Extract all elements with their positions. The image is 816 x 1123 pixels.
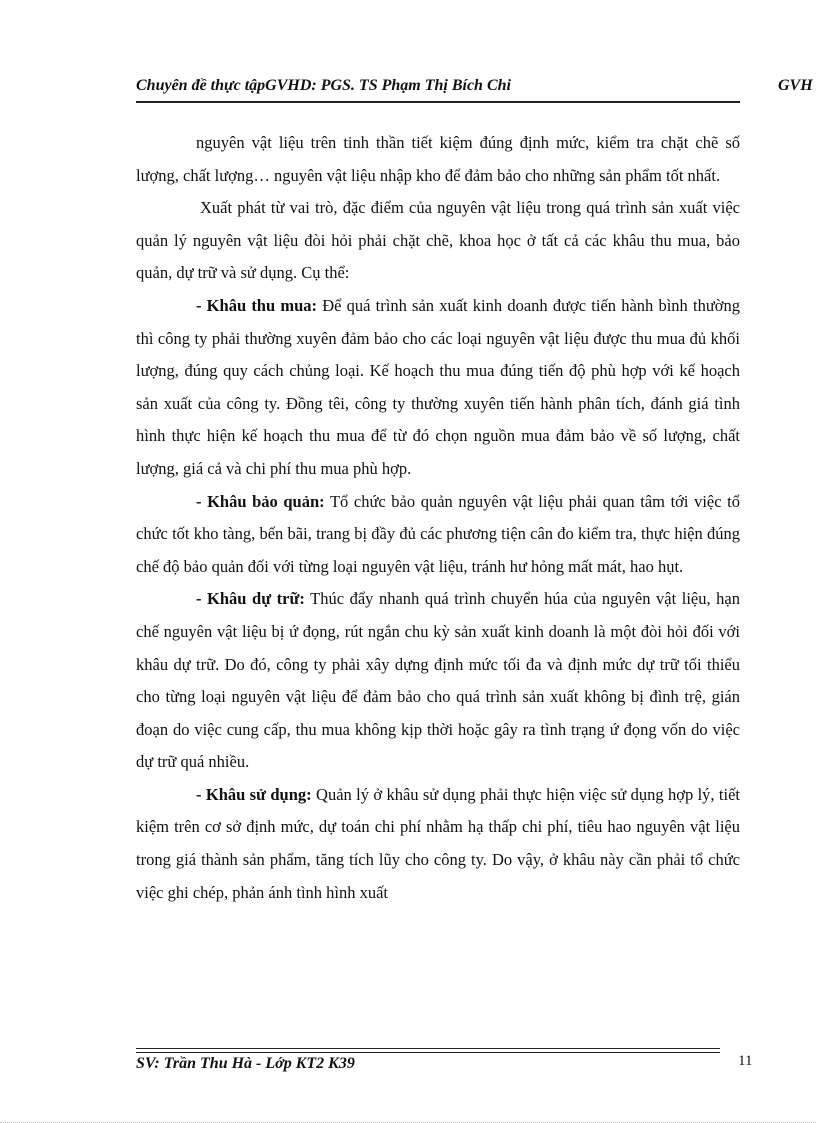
text-su-dung: Quản lý ở khâu sử dụng phải thực hiện việc sử dụng hợp lý, tiết kiệm trên cơ sở định mức, dự toán chi phí nhằm hạ thấp chi phí, tiêu hao nguyên vật liệu trong giá thành sản phẩm, tăng tích lũy cho công ty. Do vậy, ở khâu này cần phải tổ chức việc ghi chép, phản ánh tình hình xuất [136, 784, 741, 902]
page-number: 11 [738, 1053, 753, 1069]
footer-rule-top [136, 1048, 720, 1049]
text-thu-mua: Để quá trình sản xuất kinh doanh được tiến hành bình thường thì công ty phải thường xuyên đảm bảo cho các loại nguyên vật liệu được thu mua đủ khối lượng, đúng quy cách chủng loại. Kế hoạch thu mua đúng tiến độ phù hợp với kế hoạch sản xuất của công ty. Đồng têi, công ty thường xuyên tiến hành phân tích, đánh giá tình hình thực hiện kế hoạch thu mua để từ đó chọn nguồn mua đảm bảo về số lượng, chất lượng, giá cả và chi phí thu mua phù hợp. [136, 295, 740, 478]
footer-rule-bottom [136, 1052, 720, 1053]
heading-bao-quan: - Khâu bảo quản: [196, 491, 325, 511]
header-right-text: GVH [778, 77, 813, 94]
header-rule [136, 101, 740, 103]
paragraph-thu-mua [136, 290, 740, 486]
text-bao-quan: Tổ chức bảo quản nguyên vật liệu phải quan tâm tới việc tổ chức tốt kho tàng, bến bãi, trang bị đầy đủ các phương tiện cân đo kiểm tra, thực hiện đúng chế độ bảo quản đối với từng loại nguyên vật liệu, tránh hư hỏng mất mát, hao hụt. [136, 491, 740, 576]
paragraph-du-tru [136, 583, 740, 779]
heading-du-tru: - Khâu dự trữ: [196, 589, 305, 609]
paragraph-su-dung [136, 779, 740, 909]
paragraph-bao-quan [136, 486, 740, 584]
paragraph-1: nguyên vật liệu trên tinh thần tiết kiệm đúng định mức, kiểm tra chặt chẽ số lượng, chất lượng… nguyên vật liệu nhập kho để đảm bảo cho những sản phẩm tốt nhất. [136, 133, 740, 185]
footer-student: SV: Trần Thu Hà - Lớp KT2 K39 [136, 1055, 355, 1072]
header-title: Chuyên đề thực tậpGVHD: PGS. TS Phạm Thị Bích Chi [136, 77, 511, 94]
heading-thu-mua: - Khâu thu mua: [196, 295, 318, 315]
page-header [136, 77, 816, 101]
text-du-tru: Thúc đẩy nhanh quá trình chuyển húa của nguyên vật liệu, hạn chế nguyên vật liệu bị ứ đọng, rút ngắn chu kỳ sản xuất kinh doanh là một đòi hỏi đối với khâu dự trữ. Do đó, công ty phải xây dựng định mức tối đa và định mức dự trữ tối thiểu cho từng loại nguyên vật liệu để đảm bảo cho quá trình sản xuất không bị đình trệ, gián đoạn do việc cung cấp, thu mua không kịp thời hoặc gây ra tình trạng ứ đọng vốn do việc dự trữ quá nhiều. [136, 589, 740, 772]
heading-su-dung: - Khâu sử dụng: [196, 784, 312, 804]
paragraph-2: Xuất phát từ vai trò, đặc điểm của nguyên vật liệu trong quá trình sản xuất việc quản lý nguyên vật liệu đòi hỏi phải chặt chẽ, khoa học ở tất cả các khâu thu mua, bảo quản, dự trữ và sử dụng. Cụ thể: [136, 198, 740, 283]
body-text [136, 127, 740, 909]
